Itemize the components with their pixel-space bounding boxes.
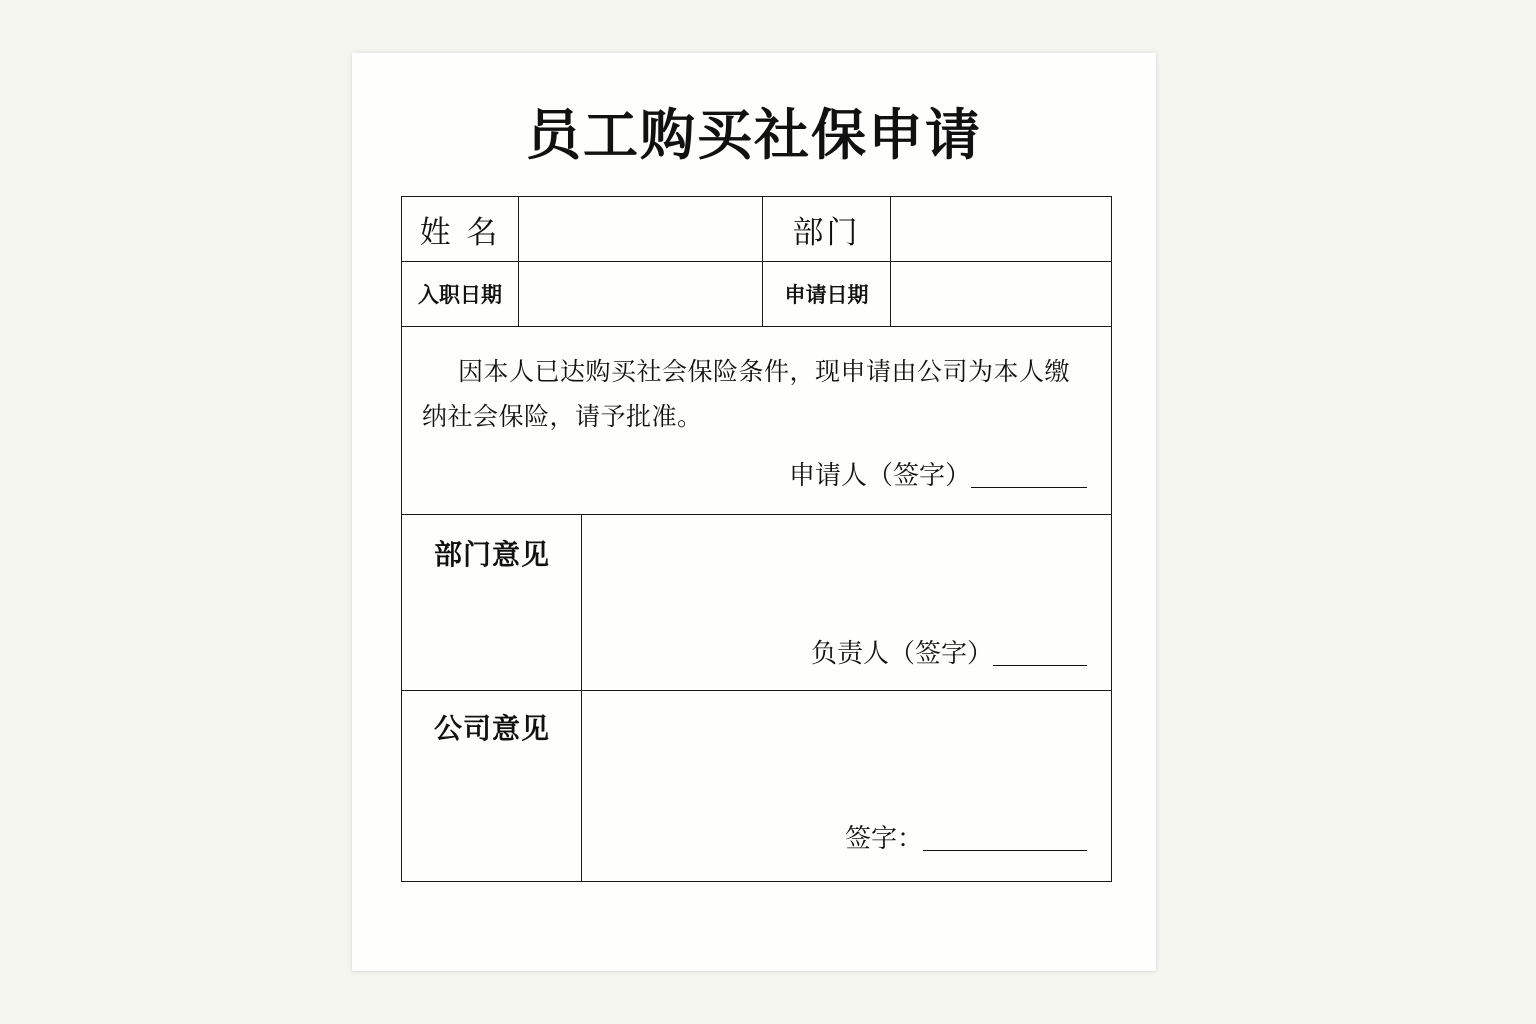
company-opinion-label-cell [401, 690, 582, 882]
department-head-sign-line[interactable] [993, 665, 1087, 666]
name-field[interactable] [518, 196, 763, 262]
apply-date-field[interactable] [890, 261, 1112, 327]
statement-cell [401, 326, 1112, 515]
department-field[interactable] [890, 196, 1112, 262]
apply-date-label: 申请日期 [784, 283, 869, 307]
apply-date-label-cell [762, 261, 891, 327]
department-head-signature [811, 633, 1087, 670]
department-opinion-label: 部门意见 [434, 538, 551, 571]
department-opinion-label-cell [401, 514, 582, 691]
applicant-sign-line[interactable] [971, 487, 1087, 488]
company-opinion-field[interactable] [581, 690, 1112, 882]
company-opinion-label: 公司意见 [434, 712, 551, 745]
company-sign-label: 签字： [844, 824, 923, 854]
department-label-cell [762, 196, 891, 262]
name-label: 姓 名 [419, 214, 501, 251]
hire-date-label-cell [401, 261, 519, 327]
hire-date-label: 入职日期 [418, 283, 502, 307]
hire-date-field[interactable] [518, 261, 763, 327]
applicant-sign-label: 申请人（签字） [788, 461, 971, 491]
department-label: 部门 [792, 214, 861, 251]
applicant-signature [789, 455, 1087, 492]
form-page [352, 53, 1156, 971]
department-head-sign-label: 负责人（签字） [810, 639, 993, 669]
name-label-cell [401, 196, 519, 262]
statement-text: 因本人已达购买社会保险条件，现申请由公司为本人缴纳社会保险，请予批准。 [422, 357, 1071, 431]
department-opinion-field[interactable] [581, 514, 1112, 691]
form-title: 员工购买社保申请 [525, 103, 982, 167]
company-sign-line[interactable] [923, 850, 1087, 851]
company-signature [845, 818, 1087, 855]
